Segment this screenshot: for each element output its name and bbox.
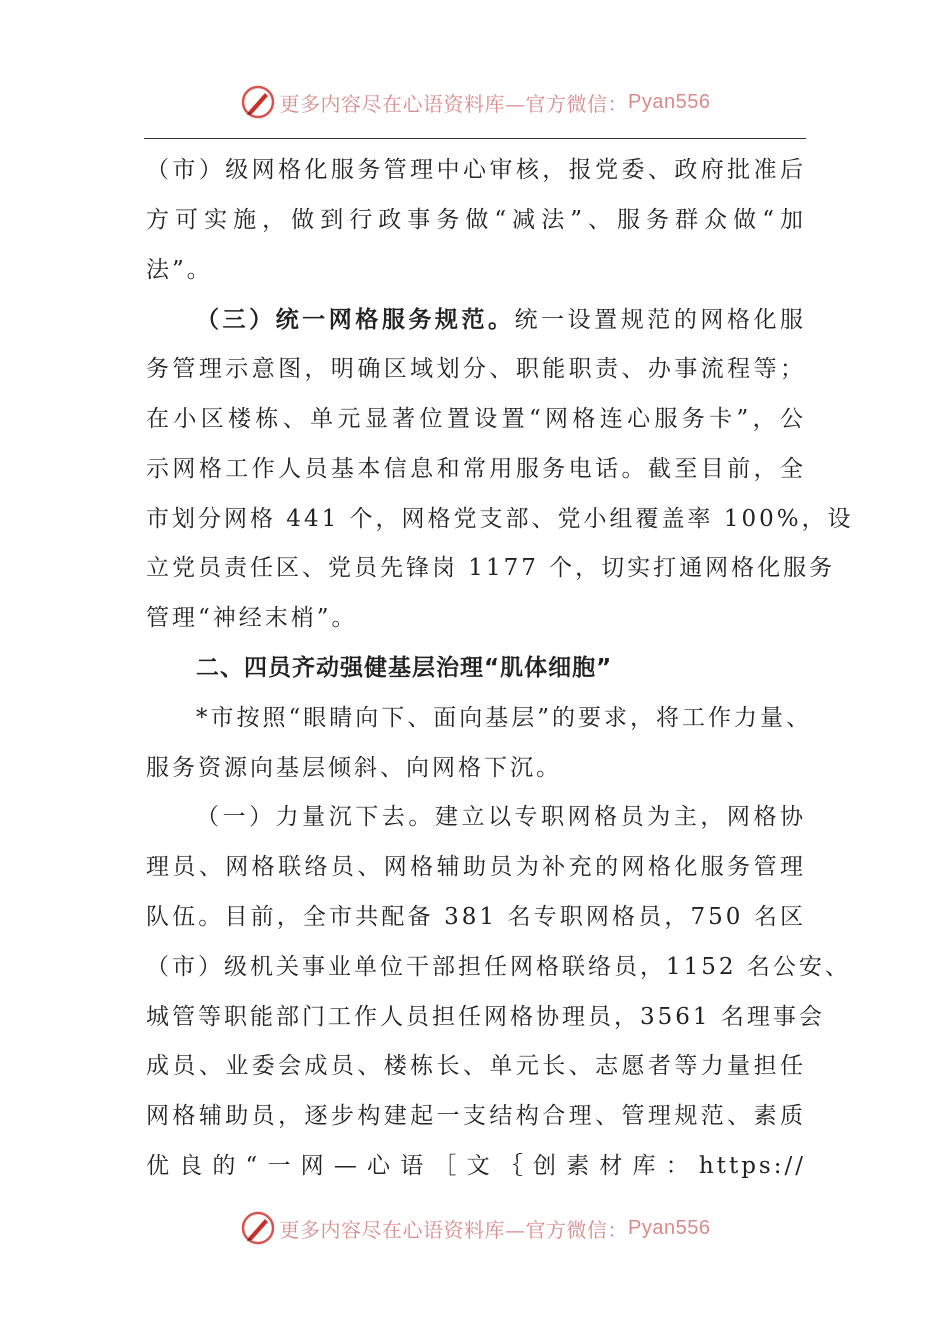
pen-logo-icon — [240, 84, 276, 120]
body-line: 服务资源向基层倾斜、向网格下沉。 — [146, 754, 562, 781]
body-line: 管理“神经末梢”。 — [146, 605, 358, 632]
body-line: 成员、业委会成员、楼栋长、单元长、志愿者等力量担任 — [146, 1053, 806, 1080]
body-line: 队伍。目前，全市共配备 381 名专职网格员，750 名区 — [146, 903, 806, 930]
body-line: 网格辅助员，逐步构建起一支结构合理、管理规范、素质 — [146, 1103, 806, 1130]
body-text: 统一设置规范的网格化服 — [514, 307, 807, 334]
body-line: *市按照“眼睛向下、面向基层”的要求，将工作力量、 — [196, 704, 813, 731]
body-line: 理员、网格联络员、网格辅助员为补充的网格化服务管理 — [146, 854, 806, 881]
body-line: （市）级机关事业单位干部担任网格联络员，1152 名公安、 — [146, 953, 851, 980]
header-divider — [144, 138, 806, 139]
watermark-text: 更多内容尽在心语资料库—官方微信： — [279, 1217, 629, 1242]
section-heading: （三）统一网格服务规范。 — [196, 306, 515, 334]
body-line: 务管理示意图，明确区域划分、职能职责、办事流程等； — [146, 356, 806, 383]
body-line: 在小区楼栋、单元显著位置设置“网格连心服务卡”，公 — [146, 405, 806, 432]
body-line: 法”。 — [146, 256, 213, 283]
body-line: 市划分网格 441 个，网格党支部、党小组覆盖率 100%，设 — [146, 505, 854, 532]
chapter-heading: 二、四员齐动强健基层治理“肌体细胞” — [196, 654, 613, 681]
header-watermark — [0, 80, 950, 124]
body-line: 优良的“一网—心语［文｛创素材库：https:// — [146, 1152, 806, 1179]
body-line: 城管等职能部门工作人员担任网格协理员，3561 名理事会 — [146, 1003, 825, 1030]
body-line: （市）级网格化服务管理中心审核，报党委、政府批准后 — [146, 157, 806, 183]
body-line: 方可实施，做到行政事务做“减法”、服务群众做“加 — [146, 206, 806, 233]
watermark-text: 更多内容尽在心语资料库—官方微信： — [279, 91, 629, 116]
body-line: （一）力量沉下去。建立以专职网格员为主，网格协 — [196, 804, 806, 831]
watermark-id: Pyan556 — [628, 90, 711, 113]
body-line — [146, 295, 806, 345]
document-body — [146, 146, 854, 1192]
footer-watermark — [0, 1206, 950, 1250]
body-line: 立党员责任区、党员先锋岗 1177 个，切实打通网格化服务 — [146, 555, 836, 582]
watermark-id: Pyan556 — [628, 1216, 711, 1239]
body-line: 示网格工作人员基本信息和常用服务电话。截至目前，全 — [146, 455, 806, 482]
pen-logo-icon — [240, 1210, 276, 1246]
